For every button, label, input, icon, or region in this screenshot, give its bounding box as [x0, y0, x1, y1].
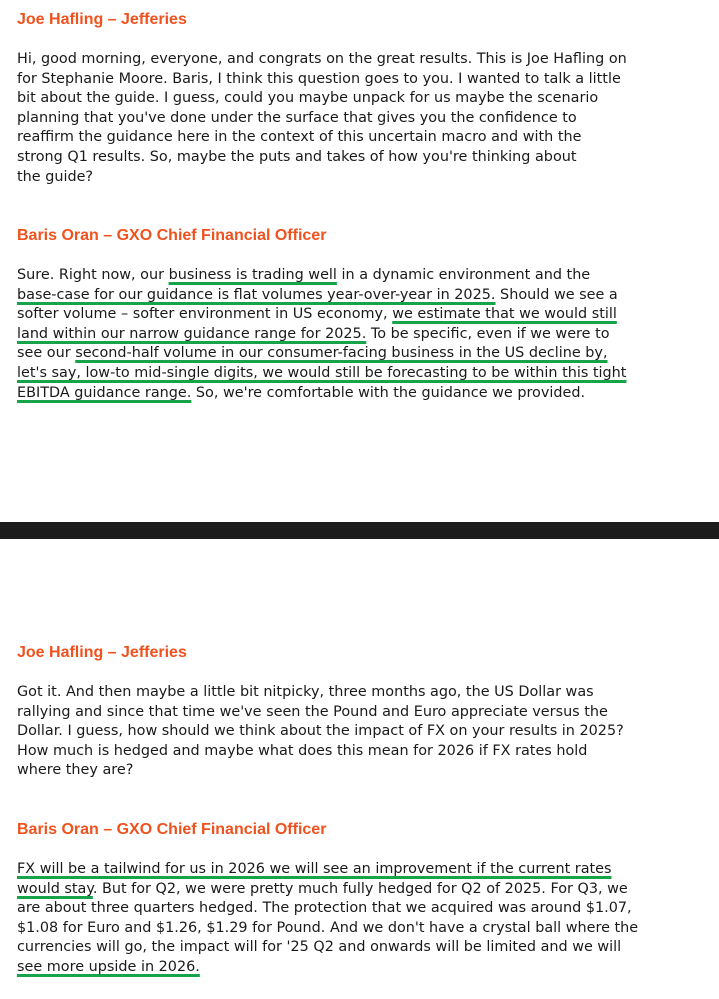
paragraph-line — [17, 286, 717, 306]
answer-paragraph — [17, 860, 717, 978]
highlighted-phrase: would stay — [17, 880, 93, 897]
paragraph-line: Got it. And then maybe a little bit nitpicky, three months ago, the US Dollar was — [17, 684, 594, 700]
paragraph-line: reaffirm the guidance here in the context of this uncertain macro and with the — [17, 129, 582, 146]
paragraph-line — [17, 266, 717, 286]
speaker-heading: Joe Hafling – Jefferies — [17, 11, 187, 28]
text-segment: . But for Q2, we were pretty much fully hedged for Q2 of 2025. For Q3, we — [92, 880, 628, 897]
highlighted-phrase: let's say, low-to mid-single digits, we would still be forecasting to be within this tight — [17, 364, 627, 381]
text-segment: are about three quarters hedged. The protection that we acquired was around $1.07, — [17, 900, 632, 917]
highlighted-phrase: EBITDA guidance range. — [17, 384, 192, 401]
text-segment: To be specific, even if we were to — [366, 325, 610, 342]
highlighted-phrase: FX will be a tailwind for us in 2026 we will see an improvement if the current rates — [17, 861, 612, 877]
text-segment: softer volume – softer environment in US economy, — [17, 306, 393, 323]
paragraph-line — [17, 919, 717, 939]
highlighted-phrase: land within our narrow guidance range for 2025. — [17, 325, 367, 342]
transcript-page-bottom — [0, 539, 719, 999]
paragraph-line — [17, 958, 717, 978]
paragraph-line — [17, 880, 717, 900]
highlighted-phrase: base-case for our guidance is flat volumes year-over-year in 2025. — [17, 286, 496, 303]
paragraph-line: where they are? — [17, 762, 134, 779]
text-segment: see our — [17, 345, 76, 362]
paragraph-line — [17, 364, 717, 384]
text-segment: Should we see a — [495, 286, 618, 303]
paragraph-line: rallying and since that time we've seen the Pound and Euro appreciate versus the — [17, 703, 608, 720]
highlighted-phrase: business is trading well — [168, 267, 337, 283]
paragraph-line — [17, 860, 717, 880]
paragraph-line: Hi, good morning, everyone, and congrats on the great results. This is Joe Hafling on — [17, 51, 627, 67]
paragraph-line — [17, 325, 717, 345]
answer-paragraph — [17, 266, 717, 403]
text-segment: in a dynamic environment and the — [336, 267, 591, 283]
paragraph-line: for Stephanie Moore. Baris, I think this question goes to you. I wanted to talk a little — [17, 70, 621, 87]
paragraph-line — [17, 938, 717, 958]
text-segment: So, we're comfortable with the guidance we provided. — [191, 384, 586, 401]
paragraph-line — [17, 305, 717, 325]
speaker-heading: Joe Hafling – Jefferies — [17, 644, 187, 661]
highlighted-phrase: see more upside in 2026. — [17, 958, 200, 975]
paragraph-line: bit about the guide. I guess, could you maybe unpack for us maybe the scenario — [17, 90, 599, 107]
paragraph-line: How much is hedged and maybe what does this mean for 2026 if FX rates hold — [17, 742, 588, 759]
text-segment: currencies will go, the impact will for '25 Q2 and onwards will be limited and we will — [17, 939, 622, 956]
highlighted-phrase: second-half volume in our consumer-facing business in the US decline by, — [75, 345, 608, 362]
paragraph-line: Dollar. I guess, how should we think about the impact of FX on your results in 2025? — [17, 723, 624, 740]
paragraph-line: the guide? — [17, 168, 94, 185]
page-divider — [0, 522, 719, 539]
paragraph-line — [17, 384, 717, 404]
highlighted-phrase: we estimate that we would still — [392, 306, 617, 323]
speaker-heading: Baris Oran – GXO Chief Financial Officer — [17, 227, 327, 244]
speaker-heading: Baris Oran – GXO Chief Financial Officer — [17, 821, 327, 838]
paragraph-line — [17, 899, 717, 919]
question-paragraph — [17, 683, 717, 781]
question-paragraph — [17, 50, 717, 187]
paragraph-line — [17, 344, 717, 364]
paragraph-line: strong Q1 results. So, maybe the puts and takes of how you're thinking about — [17, 148, 577, 165]
paragraph-line: planning that you've done under the surface that gives you the confidence to — [17, 109, 577, 126]
text-segment: $1.08 for Euro and $1.26, $1.29 for Pound. And we don't have a crystal ball where the — [17, 919, 639, 936]
text-segment: Sure. Right now, our — [17, 267, 169, 283]
